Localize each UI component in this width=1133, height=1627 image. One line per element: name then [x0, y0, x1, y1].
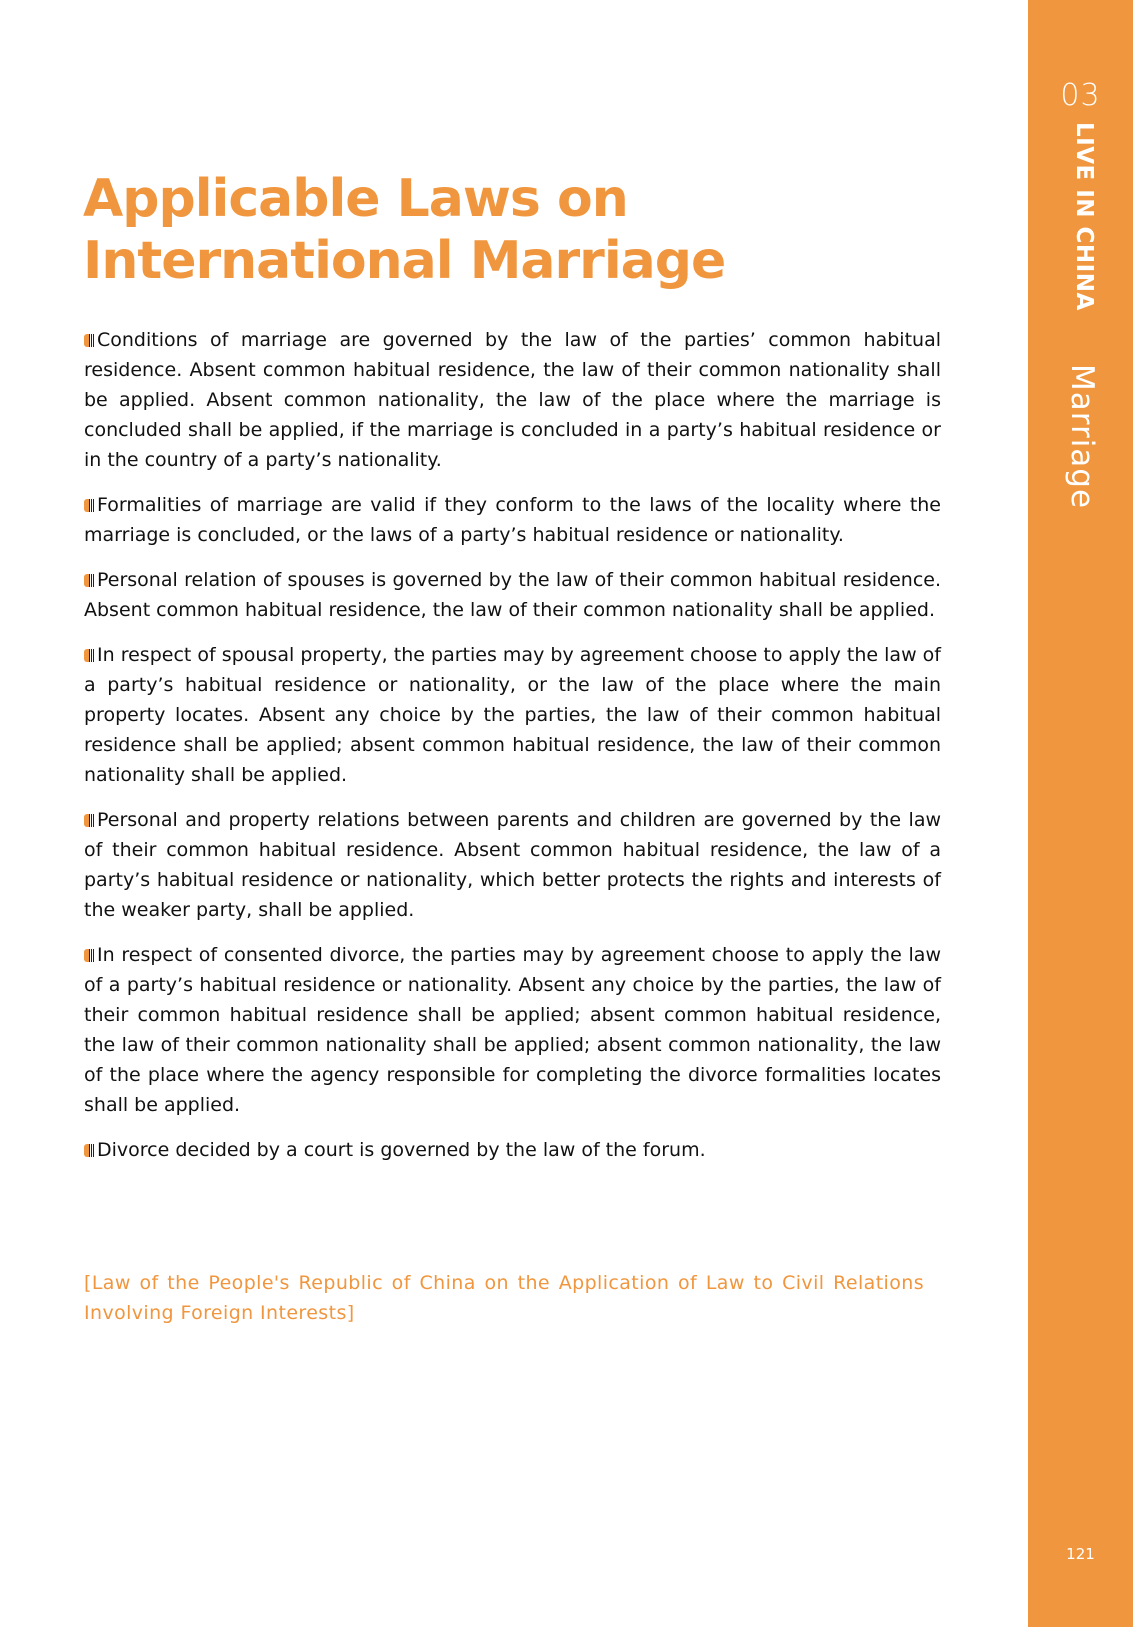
paragraph-parents-children [84, 805, 941, 925]
source-citation: [Law of the People's Republic of China on the Application of Law to Civil Relations Involving Foreign Interests] [84, 1272, 924, 1324]
paragraph-spousal-property [84, 640, 941, 790]
paragraph-conditions [84, 325, 941, 475]
paragraph-consented-divorce [84, 940, 941, 1120]
bullet-icon [84, 574, 95, 587]
paragraph-text: In respect of spousal property, the parties may by agreement choose to apply the law of a party’s habitual residence or nationality, or the law of the place where the main property locates. Absent any choice by the parties, the law of their common habitual residence shall be applied; absent common habitual residence, the law of their common nationality shall be applied. [84, 644, 941, 786]
bullet-icon [84, 814, 95, 827]
bullet-icon [84, 649, 95, 662]
bullet-icon [84, 334, 95, 347]
paragraph-text: Divorce decided by a court is governed by the law of the forum. [97, 1139, 706, 1161]
subsection-label: Marriage [1064, 364, 1100, 510]
paragraph-text: Personal relation of spouses is governed by the law of their common habitual residence. Absent common habitual residence, the law of their common nationality shall be applied. [84, 569, 941, 621]
paragraph-court-divorce [84, 1135, 941, 1165]
bullet-icon [84, 949, 95, 962]
bullet-icon [84, 499, 95, 512]
chapter-sidebar [1028, 0, 1133, 1627]
paragraph-personal-relation [84, 565, 941, 625]
bullet-icon [84, 1144, 95, 1157]
chapter-number: 03 [1060, 78, 1101, 113]
page-title: Applicable Laws on International Marriage [83, 169, 726, 291]
paragraph-text: Formalities of marriage are valid if they conform to the laws of the locality where the marriage is concluded, or the laws of a party’s habitual residence or nationality. [84, 494, 941, 546]
paragraph-formalities [84, 490, 941, 550]
paragraph-text: In respect of consented divorce, the parties may by agreement choose to apply the law of a party’s habitual residence or nationality. Absent any choice by the parties, the law of their common habitual residence shall be applied; absent common habitual residence, the law of their common nationality shall be applied; absent common nationality, the law of the place where the agency responsible for completing the divorce formalities locates shall be applied. [84, 944, 941, 1116]
paragraph-text: Conditions of marriage are governed by the law of the parties’ common habitual residence. Absent common habitual residence, the law of their common nationality shall be applied. Absent common nationality, the law of the place where the marriage is concluded shall be applied, if the marriage is concluded in a party’s habitual residence or in the country of a party’s nationality. [84, 329, 941, 471]
paragraph-text: Personal and property relations between parents and children are governed by the law of their common habitual residence. Absent common habitual residence, the law of a party’s habitual residence or nationality, which better protects the rights and interests of the weaker party, shall be applied. [84, 809, 941, 921]
article-body [84, 325, 941, 1180]
page-number: 121 [1066, 1545, 1095, 1563]
section-label: LIVE IN CHINA [1071, 122, 1097, 311]
